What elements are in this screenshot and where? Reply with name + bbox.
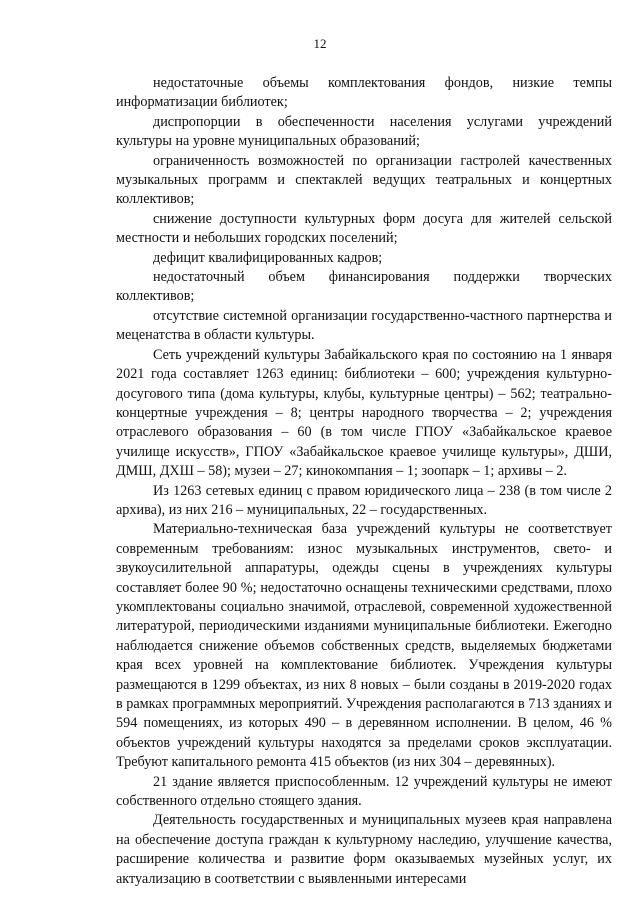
paragraph: 21 здание является приспособленным. 12 учреждений культуры не имеют собственного отдельно стоящего здания. — [116, 773, 612, 810]
paragraph: Деятельность государственных и муниципальных музеев края направлена на обеспечение доступа граждан к культурному наследию, улучшение качества, расширение количества и развитие форм оказываемых музейных услуг, их актуализацию в соответствии с выявленными интересами — [116, 812, 612, 887]
paragraph: Из 1263 сетевых единиц с правом юридического лица – 238 (в том числе 2 архива), из них 216 – муниципальных, 22 – государственных. — [116, 482, 612, 518]
paragraph: дефицит квалифицированных кадров; — [153, 249, 383, 266]
paragraph: снижение доступности культурных форм досуга для жителей сельской местности и небольших городских поселений; — [116, 210, 612, 247]
page-number: 12 — [313, 36, 327, 51]
document-body — [116, 74, 612, 889]
paragraph: Сеть учреждений культуры Забайкальского края по состоянию на 1 января 2021 года составляет 1263 единиц: библиотеки – 600; учреждения культурно-досугового типа (дома культуры, клубы, культурные центры) – 562; театрально-концертные учреждения – 8; центры народного творчества – 2; учреждения отраслевого образования – 60 (в том числе ГПОУ «Забайкальское краевое училище искусств», ГПОУ «Забайкальское краевое училище культуры», ДШИ, ДМШ, ДХШ – 58); музеи – 27; кинокомпания – 1; зоопарк – 1; архивы – 2. — [116, 346, 612, 480]
paragraph: недостаточный объем финансирования поддержки творческих коллективов; — [116, 269, 612, 305]
paragraph: ограниченность возможностей по организации гастролей качественных музыкальных программ и спектаклей ведущих театральных и концертных коллективов; — [116, 152, 612, 208]
paragraph: Материально-техническая база учреждений культуры не соответствует современным требованиям: износ музыкальных инструментов, свето- и звукоусилительной аппаратуры, одежды сцены в учреждениях культуры составляет более 90 %; недостаточно оснащены техническими средствами, плохо укомплектованы социально значимой, отраслевой, современной художественной литературой, периодическими изданиями муниципальные библиотеки. Ежегодно наблюдается снижение объемов собственных средств, выделяемых бюджетами края всех уровней на комплектование библиотек. Учреждения культуры размещаются в 1299 объектах, из них 8 новых – были созданы в 2019-2020 годах в рамках программных мероприятий. Учреждения располагаются в 713 зданиях и 594 помещениях, из которых 490 – в деревянном исполнении. В целом, 46 % объектов учреждений культуры находятся за пределами сроков эксплуатации. Требуют капитального ремонта 415 объектов (из них 304 – деревянных). — [116, 521, 612, 771]
paragraph: отсутствие системной организации государственно-частного партнерства и меценатства в области культуры. — [116, 307, 612, 344]
paragraph: недостаточные объемы комплектования фондов, низкие темпы информатизации библиотек; — [116, 75, 612, 111]
paragraph: диспропорции в обеспеченности населения услугами учреждений культуры на уровне муниципальных образований; — [116, 113, 612, 150]
